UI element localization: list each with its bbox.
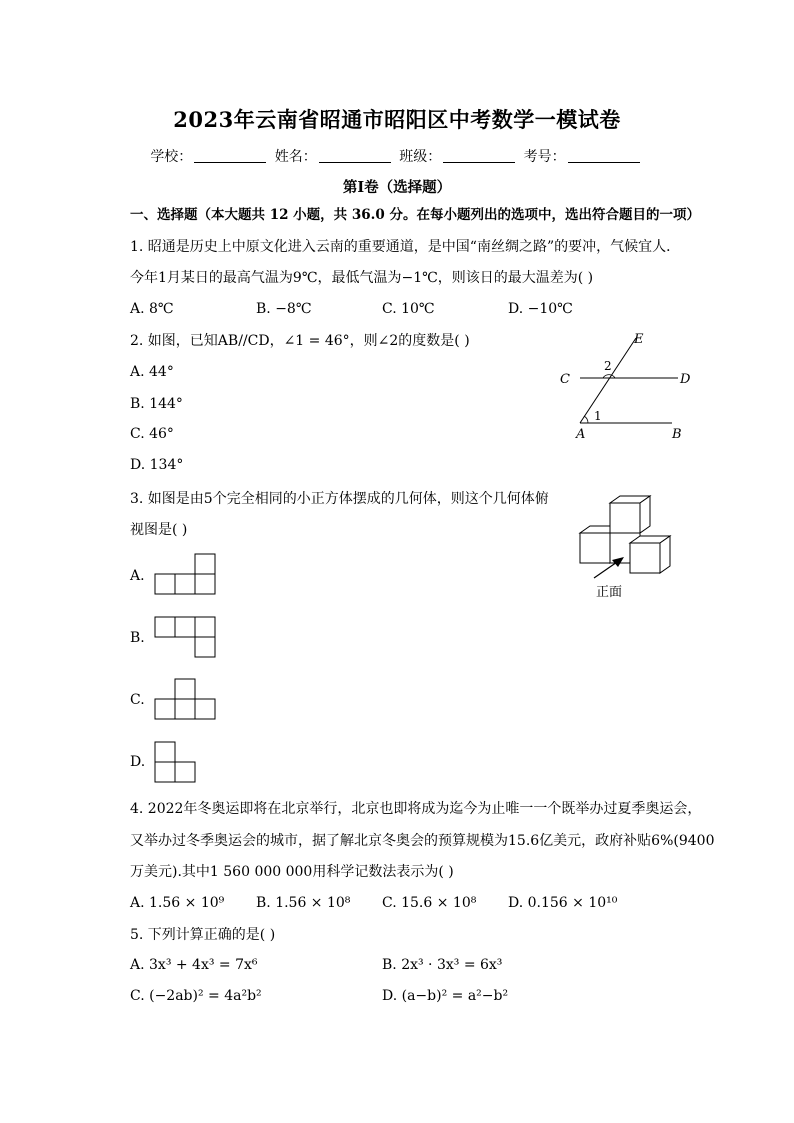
label-angle-1: 1 [594, 409, 602, 423]
q3-option-d-figure[interactable] [154, 741, 198, 785]
q2-option-c[interactable]: C. 46° [130, 426, 174, 442]
class-label: 班级： [399, 149, 442, 165]
cube-right-side [660, 536, 670, 573]
q3-option-b-figure[interactable] [154, 616, 218, 660]
label-b: B [672, 427, 682, 442]
q5-option-c[interactable]: C. (−2ab)² = 4a²b² [130, 988, 262, 1004]
q4-option-a[interactable]: A. 1.56 × 10⁹ [130, 895, 225, 911]
q2-stem: 2. 如图，已知AB//CD，∠1 = 46°，则∠2的度数是( ) [130, 333, 470, 349]
q2-option-b[interactable]: B. 144° [130, 396, 183, 412]
label-a: A [576, 427, 586, 442]
q4-line1: 4. 2022年冬奥运即将在北京举行，北京也即将成为迄今为止唯一一个既举办过夏季奥运会， [130, 801, 702, 817]
q5-option-b[interactable]: B. 2x³ · 3x³ = 6x³ [382, 957, 503, 973]
q4-line2: 又举办过冬季奥运会的城市，据了解北京冬奥会的预算规模为15.6亿美元，政府补贴6%(9400 [130, 833, 715, 849]
q1-line2: 今年1月某日的最高气温为9℃，最低气温为−1℃，则该日的最大温差为( ) [130, 270, 594, 286]
angle-1-arc [584, 416, 588, 423]
q3-cube-solid-figure [576, 490, 696, 602]
school-blank[interactable] [194, 148, 266, 163]
q3-option-a-label[interactable]: A. [130, 568, 145, 584]
exam-no-blank[interactable] [568, 148, 640, 163]
q2-parallel-lines-figure [550, 328, 700, 446]
cube-top-side [640, 496, 650, 533]
school-label: 学校： [150, 149, 193, 165]
q4-option-d[interactable]: D. 0.156 × 10¹⁰ [508, 895, 618, 911]
q1-option-c[interactable]: C. 10℃ [382, 301, 435, 317]
q4-option-c[interactable]: C. 15.6 × 10⁸ [382, 895, 477, 911]
q4-option-b[interactable]: B. 1.56 × 10⁸ [256, 895, 351, 911]
part-title: 第Ⅰ卷（选择题） [342, 179, 452, 196]
q3-line2: 视图是( ) [130, 522, 188, 538]
exam-title: 2023年云南省昭通市昭阳区中考数学一模试卷 [173, 107, 621, 132]
cube-top-front [610, 503, 640, 533]
q1-option-d[interactable]: D. −10℃ [508, 301, 573, 317]
q5-stem: 5. 下列计算正确的是( ) [130, 927, 276, 943]
q5-option-a[interactable]: A. 3x³ + 4x³ = 7x⁶ [130, 957, 258, 973]
q5-option-d[interactable]: D. (a−b)² = a²−b² [382, 988, 509, 1004]
student-info-line [0, 146, 794, 166]
q3-option-b-label[interactable]: B. [130, 630, 145, 646]
label-c: C [560, 372, 570, 387]
q1-option-a[interactable]: A. 8℃ [130, 301, 174, 317]
q2-option-a[interactable]: A. 44° [130, 364, 174, 380]
class-blank[interactable] [443, 148, 515, 163]
label-e: E [634, 332, 644, 347]
q3-option-c-label[interactable]: C. [130, 692, 145, 708]
q3-option-c-figure[interactable] [154, 678, 218, 722]
label-d: D [680, 372, 691, 387]
q1-line1: 1. 昭通是历史上中原文化进入云南的重要通道，是中国“南丝绸之路”的要冲，气候宜人． [130, 239, 681, 255]
q4-line3: 万美元).其中1 560 000 000用科学记数法表示为( ) [130, 864, 454, 880]
section-heading: 一、选择题（本大题共 12 小题，共 36.0 分。在每小题列出的选项中，选出符合题目的一项） [130, 207, 700, 223]
name-blank[interactable] [319, 148, 391, 163]
q3-option-a-figure[interactable] [154, 553, 218, 597]
q3-option-d-label[interactable]: D. [130, 754, 146, 770]
cube-left-front [580, 533, 610, 563]
q1-option-b[interactable]: B. −8℃ [256, 301, 312, 317]
label-angle-2: 2 [604, 359, 612, 373]
angle-2-arc [603, 375, 615, 378]
exam-no-label: 考号： [523, 149, 566, 165]
q3-line1: 3. 如图是由5个完全相同的小正方体摆成的几何体，则这个几何体俯 [130, 491, 549, 507]
transversal-ae [580, 338, 636, 423]
name-label: 姓名： [274, 149, 317, 165]
front-view-label: 正面 [596, 585, 623, 600]
cube-right-front [630, 543, 660, 573]
q2-option-d[interactable]: D. 134° [130, 457, 184, 473]
